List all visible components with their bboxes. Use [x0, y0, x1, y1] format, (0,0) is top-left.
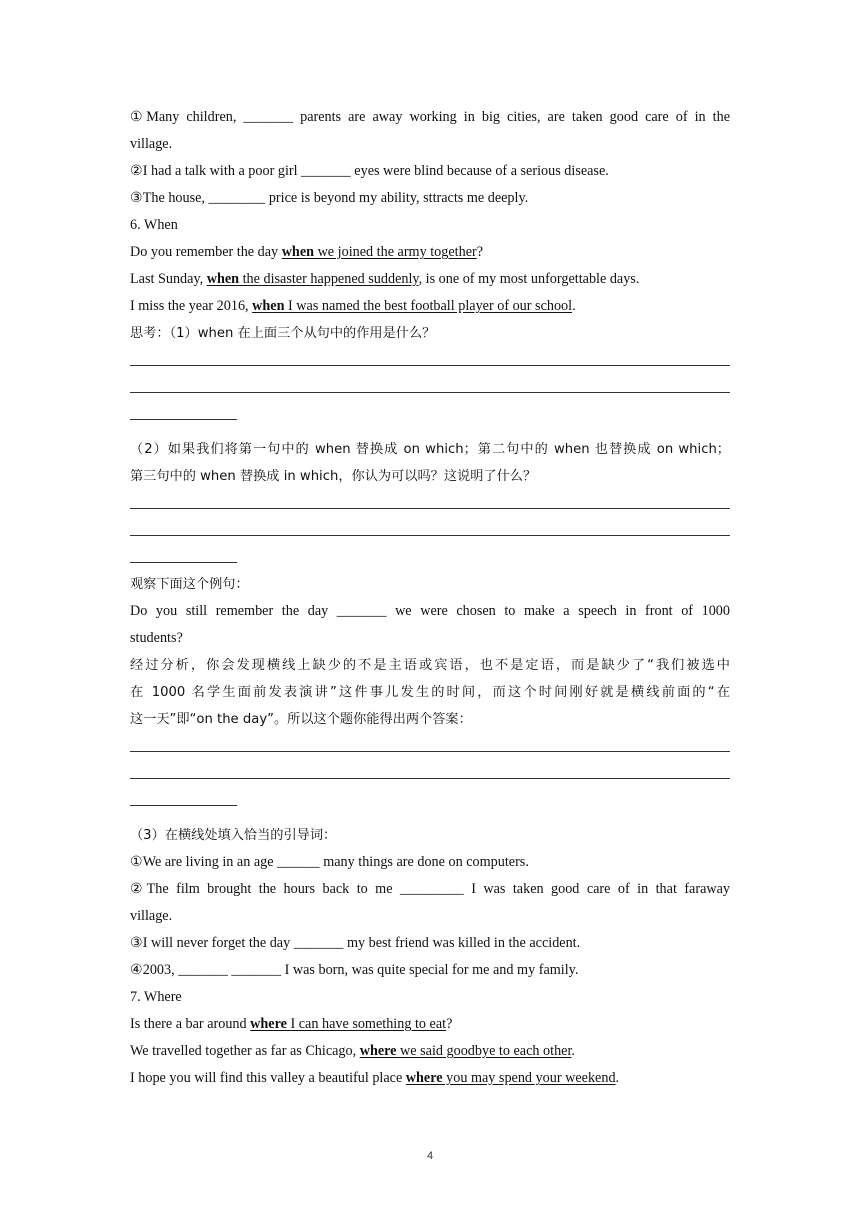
analysis-line2: 在 1000 名学生面前发表演讲”这件事儿发生的时间，而这个时间刚好就是横线前面的“在	[130, 685, 730, 700]
example-text: Last Sunday,	[130, 271, 207, 287]
keyword: where	[405, 1070, 443, 1086]
example-text: I miss the year 2016,	[130, 298, 253, 314]
relative-clause	[252, 298, 572, 314]
fill-in-title: （3）在横线处填入恰当的引导词：	[130, 828, 337, 843]
page-number: 4	[426, 1150, 434, 1162]
answer-line[interactable]	[130, 787, 730, 814]
whose-q1-line1: ①Many children, _______ parents are away working in big cities, are taken good care of in the	[130, 109, 730, 125]
whose-q2: ②I had a talk with a poor girl _______ eyes were blind because of a serious disease.	[130, 163, 609, 179]
example-text: , is one of my most unforgettable days.	[418, 271, 640, 287]
example-text: ?	[446, 1016, 453, 1032]
relative-clause	[282, 244, 477, 260]
clause-text: we joined the army together	[314, 244, 477, 260]
think-question-2-line1: （2）如果我们将第一句中的 when 替换成 on which；第二句中的 when 也替换成 on which；	[130, 442, 730, 457]
example-text: .	[615, 1070, 620, 1086]
clause-text: I was named the best football player of our school	[284, 298, 573, 314]
relative-clause	[406, 1070, 616, 1086]
keyword: where	[250, 1016, 287, 1032]
keyword: when	[281, 244, 315, 260]
answer-line[interactable]	[130, 760, 730, 787]
when-example-1	[130, 239, 730, 266]
answer-line[interactable]	[130, 490, 730, 517]
document-page	[130, 104, 730, 1092]
relative-clause	[207, 271, 419, 287]
answer-line[interactable]	[130, 401, 730, 428]
answer-line[interactable]	[130, 347, 730, 374]
think-question-1: 思考：（1）when 在上面三个从句中的作用是什么？	[130, 326, 436, 341]
fill-question-4: ④2003, _______ _______ I was born, was quite special for me and my family.	[130, 962, 579, 978]
analysis-line3: 这一天”即“on the day”。所以这个题你能得出两个答案：	[130, 712, 472, 727]
answer-line[interactable]	[130, 517, 730, 544]
keyword: when	[206, 271, 240, 287]
answer-line[interactable]	[130, 374, 730, 401]
where-example-1	[130, 1011, 730, 1038]
answer-line[interactable]	[130, 544, 730, 571]
clause-text: I can have something to eat	[286, 1016, 447, 1032]
example-sentence-line2: students?	[130, 630, 183, 646]
whose-q1-line2: village.	[130, 136, 173, 152]
think-question-2-line2: 第三句中的 when 替换成 in which，你认为可以吗？这说明了什么？	[130, 469, 537, 484]
when-example-3	[130, 293, 730, 320]
example-sentence-line1: Do you still remember the day _______ we were chosen to make a speech in front of 1000	[130, 603, 730, 619]
keyword: when	[252, 298, 285, 314]
fill-question-3: ③I will never forget the day _______ my best friend was killed in the accident.	[130, 935, 581, 951]
example-text: .	[572, 298, 576, 314]
example-text: .	[571, 1043, 575, 1059]
whose-q3: ③The house, ________ price is beyond my ability, sttracts me deeply.	[130, 190, 529, 206]
when-example-2	[130, 266, 730, 293]
where-example-3	[130, 1065, 730, 1092]
clause-text: we said goodbye to each other	[396, 1043, 572, 1059]
fill-question-2-line1: ②The film brought the hours back to me _________ I was taken good care of in that faraway	[130, 881, 730, 897]
example-text: Is there a bar around	[130, 1016, 251, 1032]
relative-clause	[360, 1043, 572, 1059]
fill-question-1: ①We are living in an age ______ many things are done on computers.	[130, 854, 529, 870]
clause-text: you may spend your weekend	[442, 1070, 616, 1086]
fill-question-2-line2: village.	[130, 908, 173, 924]
example-text: I hope you will find this valley a beautiful place	[130, 1070, 406, 1086]
observe-label: 观察下面这个例句：	[130, 577, 249, 592]
analysis-line1: 经过分析，你会发现横线上缺少的不是主语或宾语，也不是定语，而是缺少了“我们被选中	[130, 658, 730, 673]
answer-line[interactable]	[130, 733, 730, 760]
when-heading: 6. When	[130, 217, 178, 233]
example-text: We travelled together as far as Chicago,	[130, 1043, 360, 1059]
clause-text: the disaster happened suddenly	[239, 271, 419, 287]
example-text: ?	[476, 244, 484, 260]
example-text: Do you remember the day	[130, 244, 282, 260]
where-example-2	[130, 1038, 730, 1065]
relative-clause	[250, 1016, 446, 1032]
where-heading: 7. Where	[130, 989, 182, 1005]
keyword: where	[359, 1043, 397, 1059]
